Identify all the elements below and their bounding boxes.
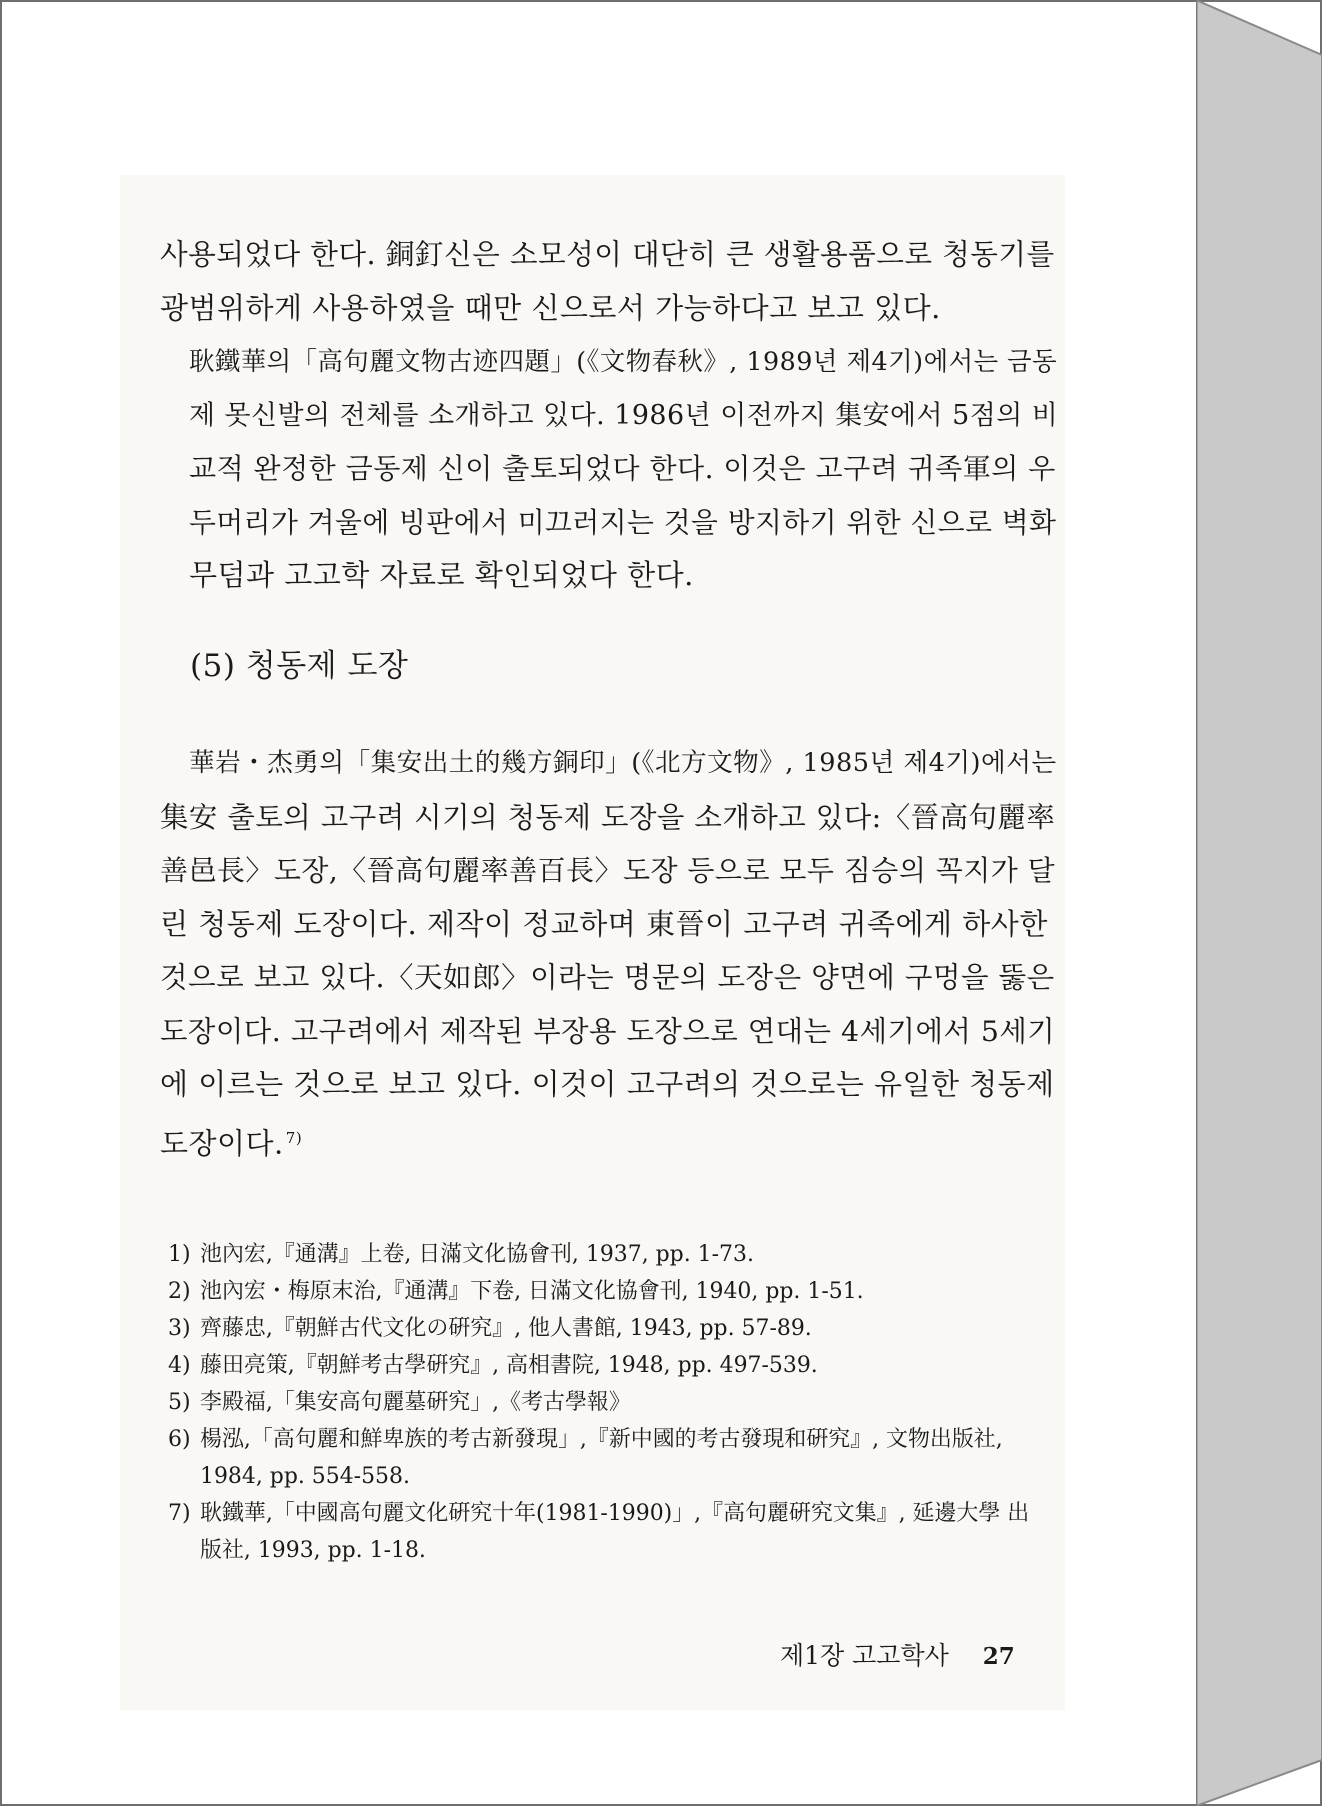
footnote-text: 池內宏,『通溝』上卷, 日滿文化協會刊, 1937, pp. 1-73. [200,1242,754,1267]
text-line: 교적 완정한 금동제 신이 출토되었다 한다. 이것은 고구려 귀족軍의 우 [189,452,1056,485]
text-line: 善邑長〉도장,〈晉高句麗率善百長〉도장 등으로 모두 짐승의 꼭지가 달 [160,854,1056,887]
footnote-number: 5) [168,1390,191,1415]
text-line: 集安 출토의 고구려 시기의 청동제 도장을 소개하고 있다:〈晉高句麗率 [160,800,1056,834]
text-line: 華岩・杰勇의「集安出土的幾方銅印」(《北方文物》, 1985년 제4기)에서는 [189,748,1057,778]
text-line: 무덤과 고고학 자료로 확인되었다 한다. [189,558,694,592]
footnote-text-continued: 1984, pp. 554-558. [200,1464,410,1489]
paragraph-2 [160,335,1059,603]
chapter-title: 제1장 고고학사 [780,1641,949,1670]
footnote-text: 藤田亮策,『朝鮮考古學硏究』, 高相書院, 1948, pp. 497-539. [200,1353,818,1378]
text-line: 린 청동제 도장이다. 제작이 정교하며 東晉이 고구려 귀족에게 하사한 [160,906,1048,941]
text-line-last: 도장이다. [160,1126,284,1161]
paragraph-3 [160,737,1055,1171]
footnote-text: 池內宏・梅原末治,『通溝』下卷, 日滿文化協會刊, 1940, pp. 1-51. [200,1279,864,1304]
footnote-item [168,1495,1068,1569]
paragraph-1 [160,228,1055,335]
footnote-item [168,1347,1068,1384]
footnote-item [168,1273,1068,1310]
text-line: 광범위하게 사용하였을 때만 신으로서 가능하다고 보고 있다. [160,290,941,325]
footnote-reference[interactable]: 7) [285,1128,303,1147]
footnote-number: 4) [168,1353,191,1378]
page-footer [780,1636,1015,1672]
footnote-text: 齊藤忠,『朝鮮古代文化の硏究』, 他人書館, 1943, pp. 57-89. [200,1316,812,1341]
footnote-number: 6) [168,1427,191,1452]
text-line: 것으로 보고 있다.〈天如郎〉이라는 명문의 도장은 양면에 구멍을 뚫은 [160,961,1055,994]
footnote-text-continued: 版社, 1993, pp. 1-18. [200,1538,426,1563]
footnotes-list [168,1236,1068,1569]
footnote-text: 李殿福,「集安高句麗墓硏究」,《考古學報》 [200,1390,631,1415]
footnote-item [168,1310,1068,1347]
page-stack-edge [1196,0,1322,1806]
page-number: 27 [982,1643,1015,1670]
text-line [160,1112,1055,1171]
footnote-number: 1) [168,1242,191,1267]
section-heading: (5) 청동제 도장 [190,648,409,684]
footnote-number: 3) [168,1316,191,1341]
footnote-number: 2) [168,1279,191,1304]
footnote-text: 耿鐵華,「中國高句麗文化硏究十年(1981-1990)」,『高句麗硏究文集』, 延邊大學 出 [200,1501,1030,1526]
text-line: 사용되었다 한다. 銅釘신은 소모성이 대단히 큰 생활용품으로 청동기를 [160,237,1055,271]
footnote-item [168,1384,1068,1421]
footnote-item [168,1236,1068,1273]
footnote-item [168,1421,1068,1495]
text-line: 제 못신발의 전체를 소개하고 있다. 1986년 이전까지 集安에서 5점의 비 [189,399,1059,431]
text-line: 두머리가 겨울에 빙판에서 미끄러지는 것을 방지하기 위한 신으로 벽화 [189,505,1057,539]
text-line: 에 이르는 것으로 보고 있다. 이것이 고구려의 것으로는 유일한 청동제 [160,1067,1055,1101]
footnote-number: 7) [168,1501,191,1526]
footnote-text: 楊泓,「高句麗和鮮卑族的考古新發現」,『新中國的考古發現和硏究』, 文物出版社, [200,1427,1003,1452]
text-line: 도장이다. 고구려에서 제작된 부장용 도장으로 연대는 4세기에서 5세기 [160,1014,1056,1048]
text-line: 耿鐵華의「高句麗文物古迹四題」(《文物春秋》, 1989년 제4기)에서는 금동 [189,346,1058,376]
